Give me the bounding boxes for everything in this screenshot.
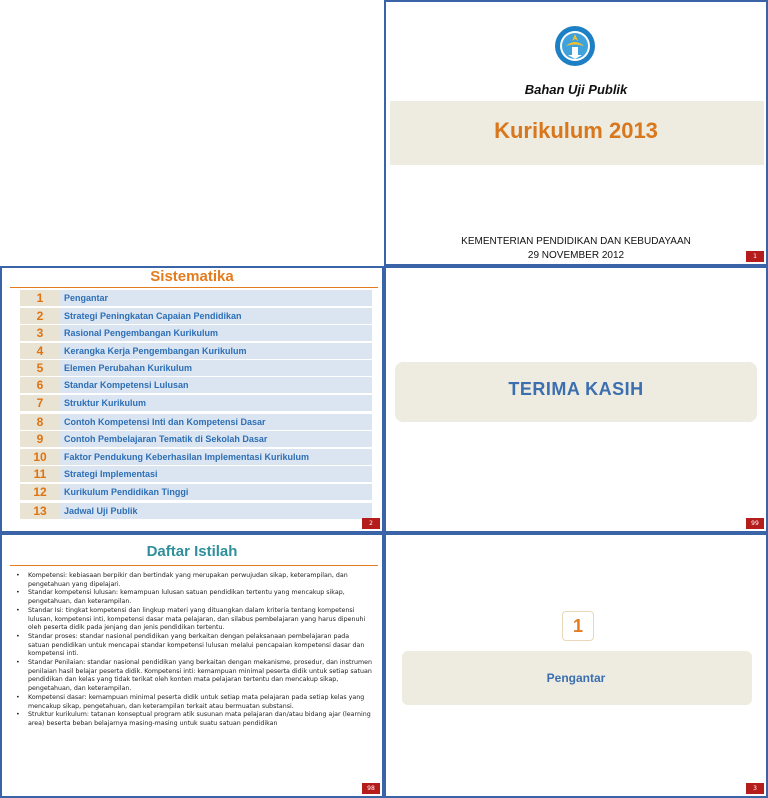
glossary-text: Standar Isi: tingkat kompetensi dan lingkup materi yang dituangkan dalam kriteria tentang kompetensi lulusan, kompetensi inti, kompetensi dasar mata pelajaran, dan silabus pembelajaran yang harus dipenuhi oleh peserta didik pada jenjang dan jenis pendidikan tertentu.: [28, 606, 366, 632]
bullet-icon: •: [16, 632, 20, 640]
agenda-label: Elemen Perubahan Kurikulum: [60, 360, 372, 376]
agenda-item: [20, 360, 372, 376]
glossary-list: [14, 572, 372, 729]
agenda-label: Kurikulum Pendidikan Tinggi: [60, 484, 372, 500]
slide-title: Sistematika: [150, 268, 234, 285]
bullet-icon: •: [16, 606, 20, 614]
page-number: 98: [362, 783, 380, 794]
section-number: 1: [562, 611, 594, 641]
bullet-icon: •: [16, 572, 20, 579]
slide-title: Daftar Istilah: [146, 543, 238, 560]
agenda-item: [20, 484, 372, 500]
subtitle: Bahan Uji Publik: [524, 82, 628, 97]
agenda-label: Rasional Pengembangan Kurikulum: [60, 325, 372, 341]
agenda-label: Strategi Implementasi: [60, 466, 372, 482]
glossary-item: [14, 659, 372, 694]
page-number: 2: [362, 518, 380, 529]
agenda-label: Faktor Pendukung Keberhasilan Implementasi Kurikulum: [60, 449, 372, 465]
agenda-number: 1: [20, 290, 60, 306]
title-divider: [10, 565, 378, 566]
agenda-number: 7: [20, 395, 60, 411]
agenda-item: [20, 290, 372, 306]
agenda-number: 4: [20, 343, 60, 359]
glossary-item: [14, 572, 372, 589]
glossary-text: Kompetensi dasar: kemampuan minimal peserta didik untuk setiap mata pelajaran pada setiap kelas yang mencakup sikap, pengetahuan, dan keterampilan terkait atau bermuatan substansi.: [28, 693, 365, 710]
glossary-item: [14, 589, 372, 606]
agenda-label: Pengantar: [60, 290, 372, 306]
bullet-icon: •: [16, 711, 20, 719]
organization: KEMENTERIAN PENDIDIKAN DAN KEBUDAYAAN: [461, 236, 691, 247]
glossary-item: [14, 633, 372, 659]
glossary-slide: [0, 533, 384, 798]
page-number: 3: [746, 783, 764, 794]
agenda-item: [20, 503, 372, 519]
date: 29 NOVEMBER 2012: [527, 250, 625, 261]
glossary-text: Standar proses: standar nasional pendidikan yang berkaitan dengan pelaksanaan pembelajaran pada satuan pendidikan untuk mencapai standar kompetensi lulusan melalui pencapaian kompetensi dasar dan kompetensi inti.: [28, 632, 365, 658]
agenda-item: [20, 466, 372, 482]
thank-you-text: TERIMA KASIH: [508, 379, 644, 399]
agenda-item: [20, 308, 372, 324]
section-slide: [384, 533, 768, 798]
agenda-item: [20, 343, 372, 359]
bullet-icon: •: [16, 589, 20, 597]
agenda-number: 2: [20, 308, 60, 324]
agenda-item: [20, 449, 372, 465]
section-label: Pengantar: [546, 671, 606, 685]
glossary-text: Kompetensi: kebiasaan berpikir dan bertindak yang merupakan perwujudan sikap, keterampilan, dan pengetahuan yang dipelajari.: [28, 572, 348, 588]
agenda-item: [20, 395, 372, 411]
slide-title: Kurikulum 2013: [494, 118, 658, 143]
agenda-label: Standar Kompetensi Lulusan: [60, 377, 372, 393]
thank-you-slide: [384, 266, 768, 533]
title-divider: [10, 287, 378, 288]
glossary-text: Standar kompetensi lulusan: kemampuan lulusan satuan pendidikan tertentu yang mencakup sikap, pengetahuan, dan keterampilan.: [28, 589, 345, 606]
agenda-number: 5: [20, 360, 60, 376]
bullet-icon: •: [16, 659, 20, 667]
page-number: 1: [746, 251, 764, 262]
agenda-number: 11: [20, 466, 60, 482]
glossary-text: Standar Penilaian: standar nasional pendidikan yang berkaitan dengan mekanisme, prosedur, dan instrumen penilaian hasil belajar peserta didik. Kompetensi inti: kemampuan minimal peserta didik untuk setiap satuan pendidikan dan kelas yang tidak terikat oleh konten mata pelajaran tertentu dan mencakup sikap, pengetahuan, dan keterampilan.: [28, 659, 372, 693]
agenda-label: Contoh Kompetensi Inti dan Kompetensi Dasar: [60, 414, 372, 430]
agenda-label: Contoh Pembelajaran Tematik di Sekolah Dasar: [60, 431, 372, 447]
glossary-item: [14, 711, 372, 728]
agenda-number: 8: [20, 414, 60, 430]
agenda-label: Strategi Peningkatan Capaian Pendidikan: [60, 308, 372, 324]
tut-wuri-handayani-logo: [553, 24, 597, 68]
glossary-item: [14, 607, 372, 633]
agenda-number: 12: [20, 484, 60, 500]
agenda-item: [20, 377, 372, 393]
agenda-number: 3: [20, 325, 60, 341]
glossary-text: Struktur kurikulum: tatanan konseptual program atik susunan mata pelajaran dan/atau bidang ajar (learning area) beserta beban belajarnya masing-masing untuk suatu satuan pendidikan: [28, 711, 371, 727]
agenda-number: 9: [20, 431, 60, 447]
sistematika-slide: [0, 266, 384, 533]
agenda-number: 10: [20, 449, 60, 465]
agenda-label: Kerangka Kerja Pengembangan Kurikulum: [60, 343, 372, 359]
agenda-item: [20, 431, 372, 447]
bullet-icon: •: [16, 693, 20, 701]
page-number: 99: [746, 518, 764, 529]
glossary-item: [14, 694, 372, 711]
agenda-number: 6: [20, 377, 60, 393]
title-slide: [384, 0, 768, 266]
agenda-label: Struktur Kurikulum: [60, 395, 372, 411]
agenda-number: 13: [20, 503, 60, 519]
agenda-item: [20, 414, 372, 430]
agenda-item: [20, 325, 372, 341]
agenda-label: Jadwal Uji Publik: [60, 503, 372, 519]
